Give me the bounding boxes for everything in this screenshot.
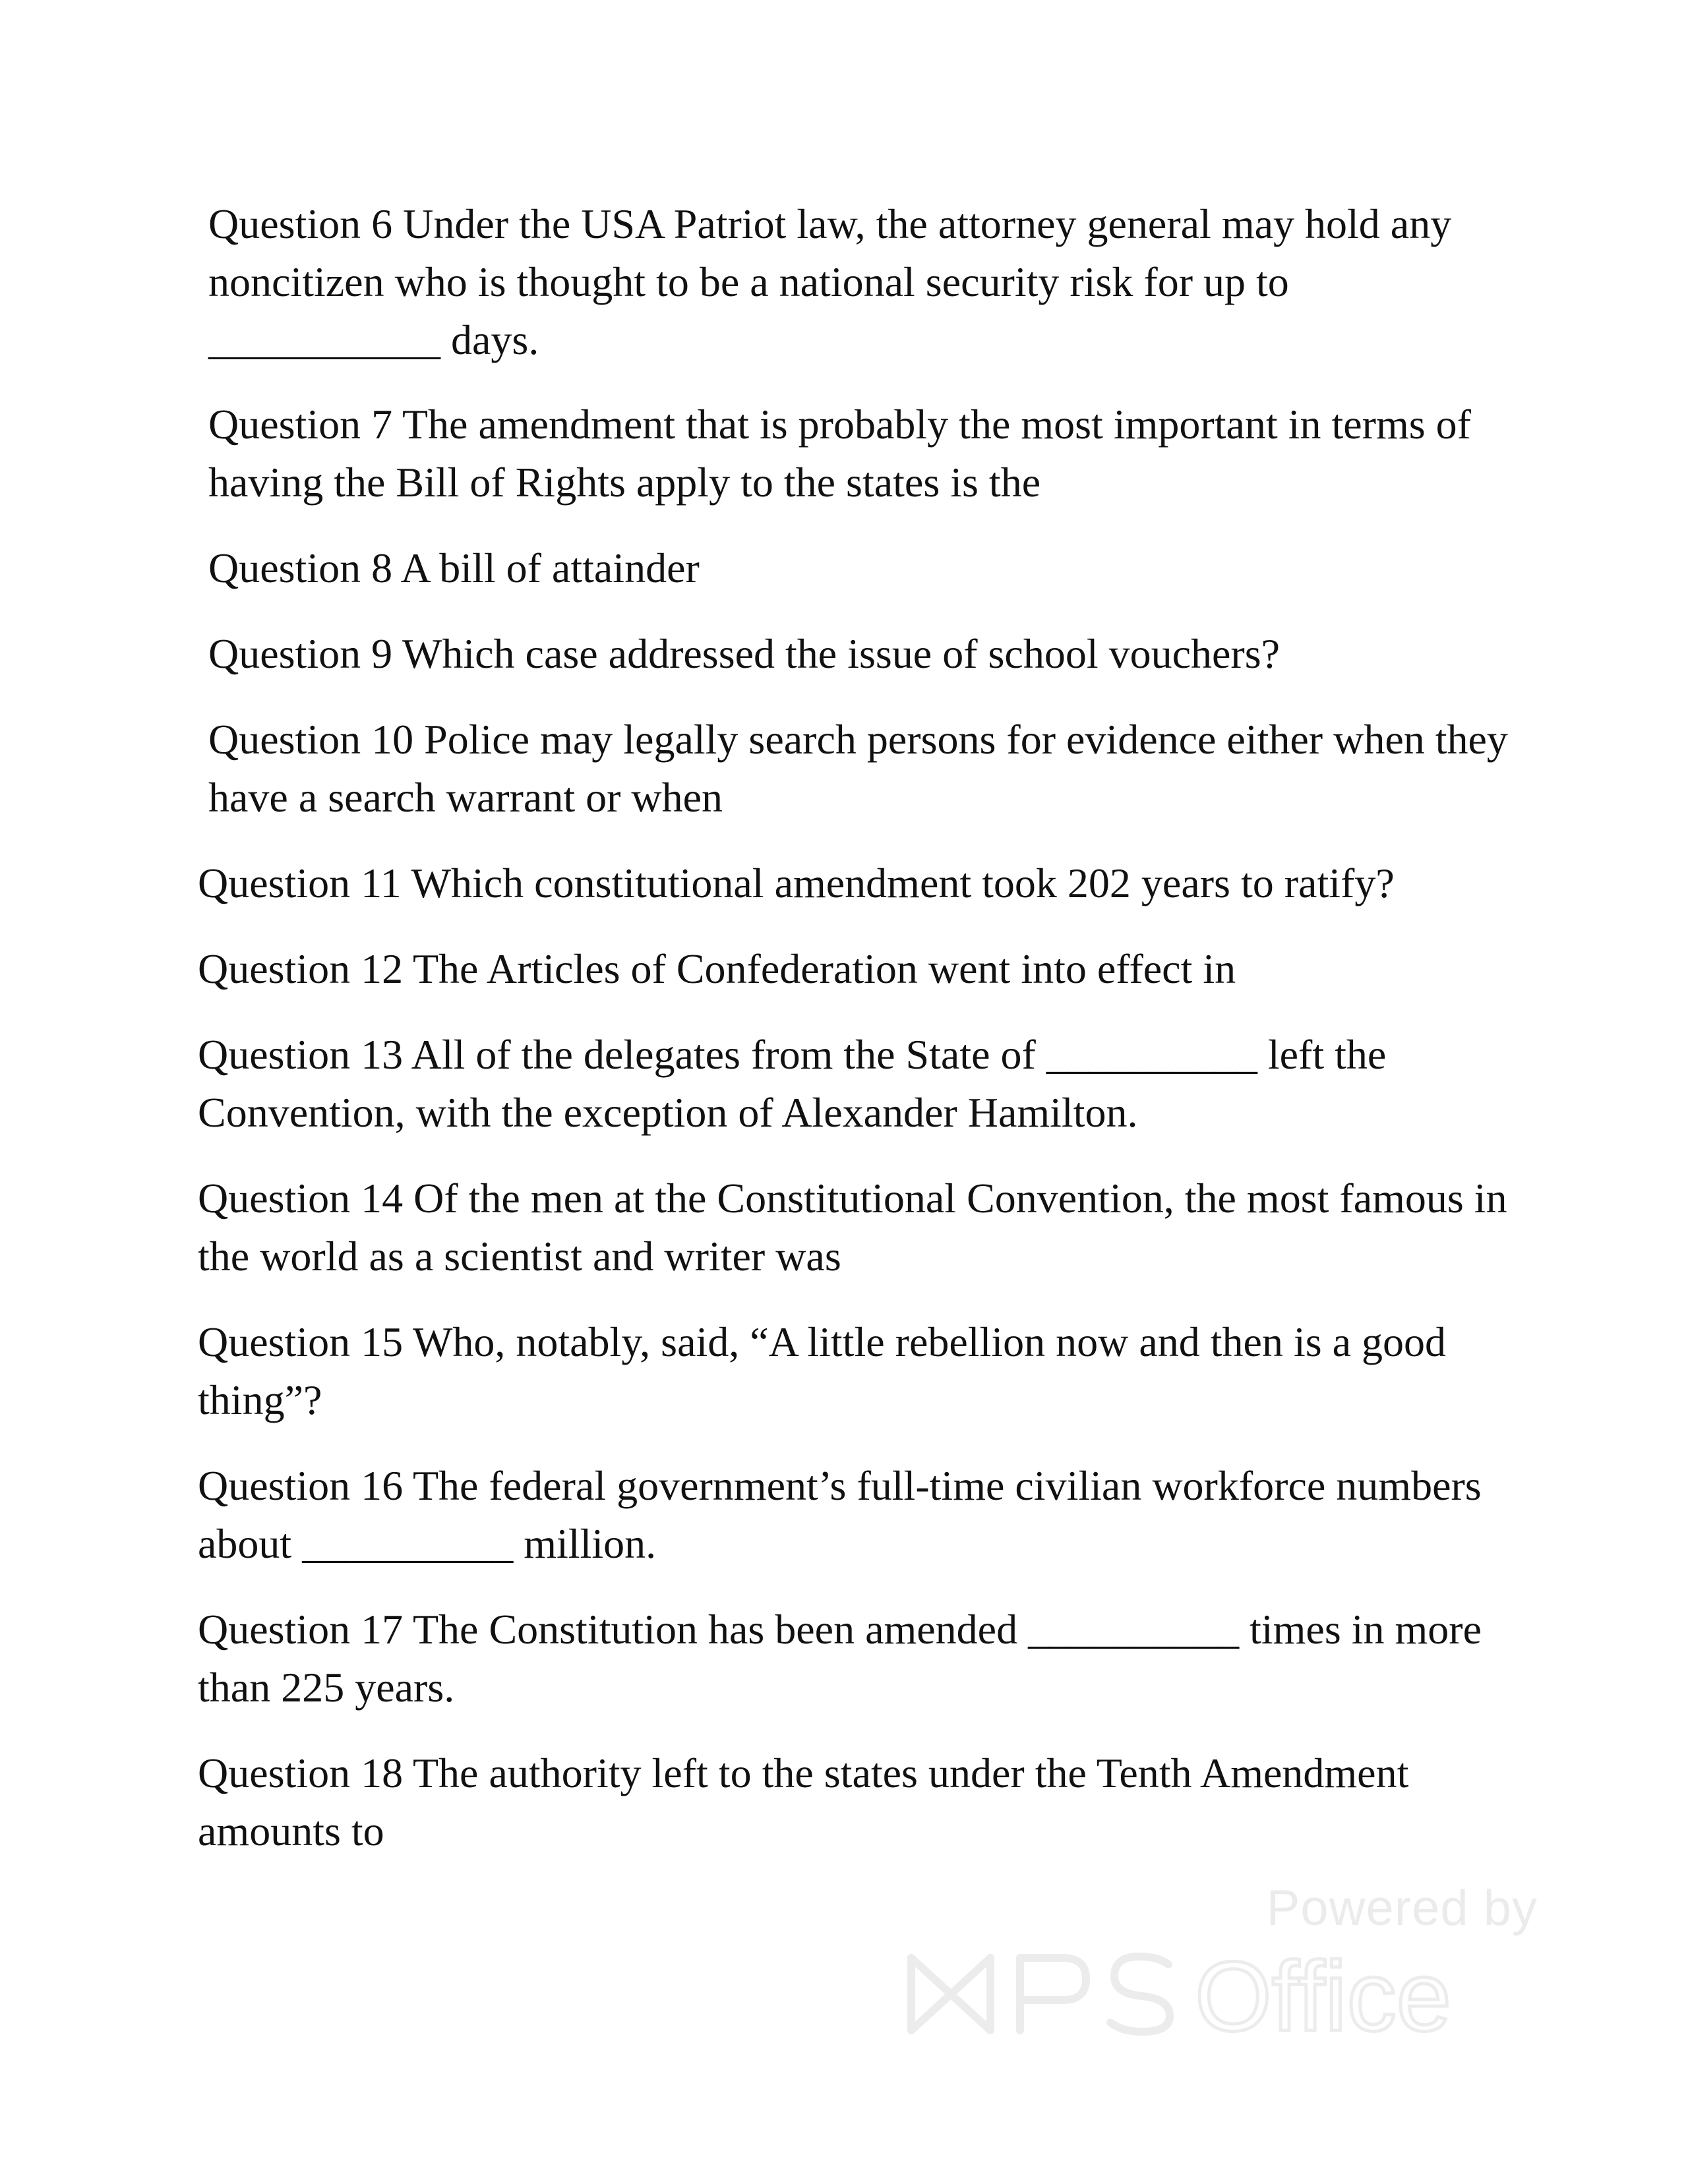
- wps-office-logo-graphic: [905, 1945, 1538, 2044]
- svg-text:Office: Office: [1195, 1945, 1452, 2044]
- question-10: Question 10 Police may legally search persons for evidence either when they have a search warrant or when: [208, 716, 1508, 821]
- question-9: Question 9 Which case addressed the issue of school vouchers?: [208, 630, 1281, 677]
- question-12: Question 12 The Articles of Confederation went into effect in: [198, 945, 1236, 992]
- question-17: Question 17 The Constitution has been amended __________ times in more than 225 years.: [198, 1606, 1482, 1711]
- question-18: Question 18 The authority left to the states under the Tenth Amendment amounts to: [198, 1750, 1409, 1854]
- watermark-powered-by-text: Powered by: [1266, 1880, 1538, 1936]
- question-14: Question 14 Of the men at the Constitutional Convention, the most famous in the world as a scientist and writer was: [198, 1175, 1507, 1280]
- question-6: Question 6 Under the USA Patriot law, the attorney general may hold any noncitizen who is thought to be a national security risk for up to ___________ days.: [208, 200, 1452, 363]
- question-8: Question 8 A bill of attainder: [208, 545, 700, 591]
- question-13: Question 13 All of the delegates from the State of __________ left the Convention, with the exception of Alexander Hamilton.: [198, 1031, 1387, 1136]
- wps-office-logo: [905, 1945, 1538, 2044]
- wps-office-watermark: [878, 1879, 1538, 2050]
- question-15: Question 15 Who, notably, said, “A little rebellion now and then is a good thing”?: [198, 1318, 1447, 1423]
- question-7: Question 7 The amendment that is probably the most important in terms of having the Bill of Rights apply to the states is the: [208, 401, 1471, 506]
- question-11: Question 11 Which constitutional amendment took 202 years to ratify?: [198, 860, 1395, 906]
- question-16: Question 16 The federal government’s full-time civilian workforce numbers about __________ million.: [198, 1462, 1482, 1567]
